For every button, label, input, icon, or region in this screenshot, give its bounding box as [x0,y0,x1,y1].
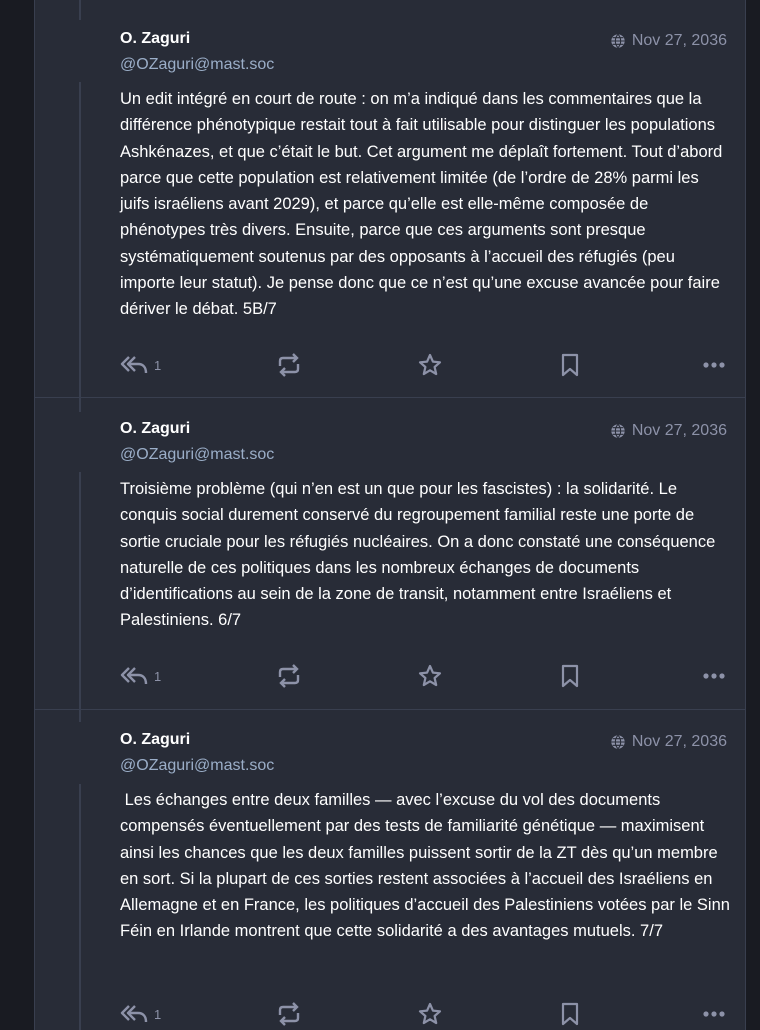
reply-button[interactable] [120,352,161,378]
post-date[interactable] [610,422,727,440]
post-content: Troisième problème (qui n’en est un que pour les fascistes) : la solidarité. Le conquis social durement conservé du regroupement familial reste une porte de sortie cruciale pour les réfugiés nucléaires. On a donc constaté une conséquence naturelle de ces politiques dans les nombreux échanges de documents d’identifications au sein de la zone de transit, notamment entre Israéliens et Palestiniens. 6/7 [120,480,716,630]
favourite-button[interactable] [418,352,442,378]
post-date[interactable] [610,733,727,751]
post-date[interactable] [610,32,727,50]
more-button[interactable] [702,1001,726,1027]
bookmark-button[interactable] [560,1001,580,1027]
bookmark-icon [560,664,580,688]
star-icon [418,1002,442,1026]
boost-icon [276,664,302,688]
boost-button[interactable] [276,352,302,378]
boost-button[interactable] [276,663,302,689]
star-icon [418,353,442,377]
star-icon [418,664,442,688]
bookmark-icon [560,353,580,377]
bookmark-button[interactable] [560,663,580,689]
more-icon [702,1010,726,1018]
author-name[interactable]: O. Zaguri [120,30,191,47]
globe-icon [610,33,626,49]
more-button[interactable] [702,352,726,378]
bookmark-button[interactable] [560,352,580,378]
status-post[interactable] [34,420,746,710]
author-name[interactable]: O. Zaguri [120,420,191,437]
reply-all-icon [120,665,148,687]
more-icon [702,672,726,680]
action-bar [120,1001,732,1027]
reply-button[interactable] [120,663,161,689]
more-icon [702,361,726,369]
boost-icon [276,1002,302,1026]
favourite-button[interactable] [418,1001,442,1027]
reply-all-icon [120,354,148,376]
reply-count: 1 [154,1006,162,1022]
action-bar [120,663,732,689]
globe-icon [610,423,626,439]
reply-button[interactable] [120,1001,161,1027]
post-date-text: Nov 27, 2036 [631,32,727,49]
more-button[interactable] [702,663,726,689]
author-handle[interactable]: @OZaguri@mast.soc [120,446,275,463]
author-name[interactable]: O. Zaguri [120,731,191,748]
post-date-text: Nov 27, 2036 [631,733,727,750]
favourite-button[interactable] [418,663,442,689]
reply-all-icon [120,1003,148,1025]
author-handle[interactable]: @OZaguri@mast.soc [120,56,275,73]
reply-count: 1 [154,668,162,684]
reply-count: 1 [154,357,162,373]
action-bar [120,352,732,378]
post-content: Un edit intégré en court de route : on m’a indiqué dans les commentaires que la différence phénotypique restait tout à fait utilisable pour distinguer les populations Ashkénazes, et que c’était le but. Cet argument me déplaît fortement. Tout d’abord parce que cette population est relativement limitée (de l’ordre de 28% parmi les juifs israéliens avant 2029), et parce qu’elle est elle-même composée de phénotypes très divers. Ensuite, parce que ces arguments sont presque systématiquement soutenus par des opposants à l’accueil des réfugiés (peu importe leur statut). Je pense donc que ce n’est qu’une excuse avancée pour faire dériver le débat. 5B/7 [120,90,723,319]
thread-line [79,0,81,20]
boost-icon [276,353,302,377]
post-date-text: Nov 27, 2036 [631,422,727,439]
post-content: Les échanges entre deux familles — avec l’excuse du vol des documents compensés éventuellement par des tests de familiarité génétique — maximisent ainsi les chances que les deux familles puissent sortir de la ZT dès qu’un membre en sort. Si la plupart de ces sorties restent associées à l’accueil des Israéliens en Allemagne et en France, les politiques d’accueil des Palestiniens votées par le Sinn Féin en Irlande montrent que cette solidarité a des avantages mutuels. 7/7 [120,791,735,941]
bookmark-icon [560,1002,580,1026]
status-post[interactable] [34,30,746,398]
status-post[interactable] [34,731,746,1030]
boost-button[interactable] [276,1001,302,1027]
globe-icon [610,734,626,750]
author-handle[interactable]: @OZaguri@mast.soc [120,757,275,774]
